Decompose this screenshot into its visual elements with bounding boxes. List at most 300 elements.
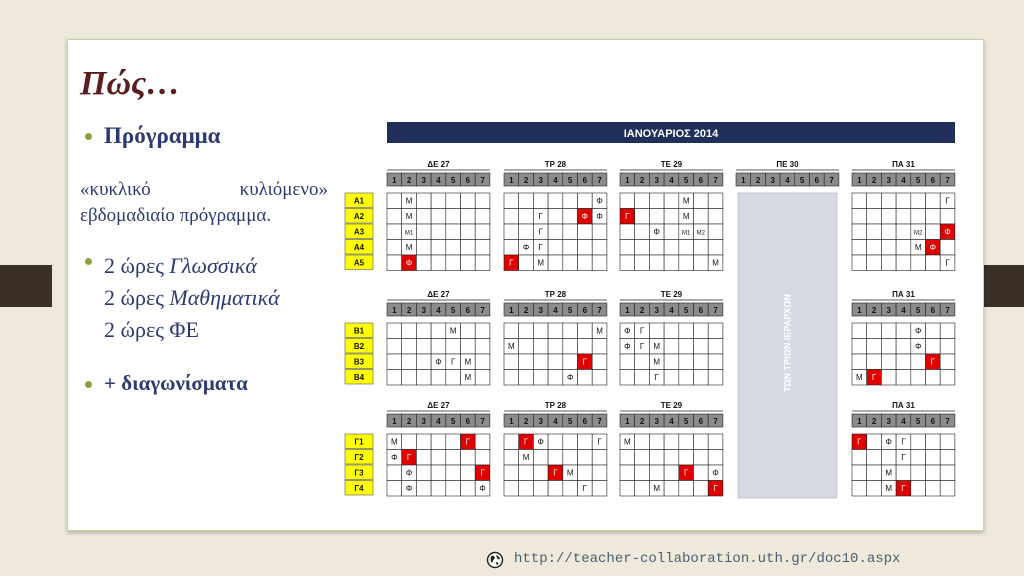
schedule-cell [649, 193, 664, 209]
schedule-cell [679, 323, 694, 339]
schedule-cell [708, 193, 723, 209]
hour-label: 2 [406, 417, 412, 426]
schedule-cell [461, 450, 476, 466]
hour-label: 4 [436, 176, 441, 185]
schedule-cell [578, 465, 593, 481]
schedule-cell [402, 323, 417, 339]
hour-label: 5 [450, 176, 456, 185]
schedule-cell [416, 450, 431, 466]
schedule-cell [475, 224, 490, 240]
schedule-cell-text: Μ1 [681, 230, 691, 237]
hour-label: 5 [450, 306, 456, 315]
hour-label: 4 [669, 176, 674, 185]
schedule-cell [416, 354, 431, 370]
schedule-cell [431, 450, 446, 466]
schedule-cell-text: Φ [624, 326, 631, 336]
month-title: ΙΑΝΟΥΑΡΙΟΣ 2014 [623, 128, 719, 140]
hour-label: 7 [945, 306, 950, 315]
schedule-cell [881, 240, 896, 256]
hours-1-subject: Γλωσσικά [169, 253, 257, 278]
schedule-cell [533, 339, 548, 355]
hour-label: 7 [713, 417, 718, 426]
schedule-cell [926, 323, 941, 339]
schedule-cell [694, 209, 709, 225]
program-description [80, 177, 328, 229]
hour-label: 6 [698, 176, 704, 185]
schedule-cell [519, 481, 534, 497]
hour-label: 4 [553, 306, 558, 315]
hours-2-subject: Μαθηματικά [169, 285, 280, 310]
schedule-cell [867, 465, 882, 481]
bullet-dot [85, 381, 92, 388]
schedule-cell [446, 193, 461, 209]
schedule-cell [578, 323, 593, 339]
schedule-cell-text: Μ [566, 468, 574, 478]
schedule-cell [694, 481, 709, 497]
schedule-cell [461, 224, 476, 240]
schedule-cell [679, 240, 694, 256]
schedule-cell-text: Μ [405, 243, 413, 252]
schedule-cell-text: Φ [653, 227, 660, 237]
schedule-cell [461, 240, 476, 256]
schedule-cell-text: Μ2 [913, 230, 923, 237]
schedule-cell-text: Φ [581, 212, 589, 221]
schedule-cell-text: Γ [901, 453, 906, 462]
schedule-cell [548, 339, 563, 355]
day-header: ΠΑ 31 [892, 160, 915, 169]
schedule-cell [649, 255, 664, 271]
schedule-cell [504, 481, 519, 497]
hour-label: 4 [436, 417, 441, 426]
day-header: ΤΡ 28 [544, 160, 567, 169]
schedule-cell [649, 434, 664, 450]
schedule-cell-text: Γ [450, 357, 456, 367]
schedule-cell-text: Μ1 [404, 230, 414, 237]
schedule-cell-text: Μ [653, 342, 661, 351]
schedule-cell-text: Φ [624, 342, 631, 351]
schedule-cell [592, 450, 607, 466]
schedule-cell [867, 434, 882, 450]
schedule-cell [896, 323, 911, 339]
schedule-cell-text: Φ [405, 468, 413, 478]
schedule-cell [664, 370, 679, 386]
hour-label: 4 [901, 417, 906, 426]
schedule-cell-text: Φ [914, 342, 922, 351]
schedule-cell [940, 481, 955, 497]
hour-label: 6 [930, 306, 936, 315]
hour-label: 2 [871, 176, 877, 185]
hour-label: 1 [509, 306, 514, 315]
schedule-cell [867, 224, 882, 240]
schedule-cell [431, 224, 446, 240]
schedule-cell [416, 240, 431, 256]
schedule-cell [504, 224, 519, 240]
hour-label: 5 [799, 176, 805, 185]
hour-label: 6 [814, 176, 820, 185]
schedule-cell [664, 240, 679, 256]
class-label-text: Α4 [353, 243, 365, 252]
schedule-cell [664, 224, 679, 240]
schedule-cell [592, 481, 607, 497]
schedule-cell [694, 339, 709, 355]
hour-label: 6 [930, 176, 936, 185]
schedule-cell [649, 465, 664, 481]
schedule-cell [881, 354, 896, 370]
hour-label: 6 [465, 176, 471, 185]
schedule-cell-text: Γ [509, 258, 514, 268]
schedule-cell [926, 450, 941, 466]
schedule-cell [533, 354, 548, 370]
class-label-text: Β4 [353, 373, 365, 382]
schedule-cell-text: Γ [639, 342, 645, 351]
hour-label: 6 [930, 417, 936, 426]
schedule-cell-text: Μ [682, 212, 690, 221]
schedule-cell [504, 354, 519, 370]
schedule-cell [940, 370, 955, 386]
schedule-cell [592, 370, 607, 386]
hour-label: 5 [567, 306, 573, 315]
schedule-cell [416, 370, 431, 386]
schedule-cell [548, 370, 563, 386]
hour-label: 1 [625, 176, 630, 185]
schedule-cell-text: Γ [523, 437, 529, 447]
class-label-text: Α3 [353, 227, 365, 237]
schedule-cell [852, 481, 867, 497]
hour-label: 5 [683, 306, 689, 315]
schedule-cell-text: Φ [596, 212, 603, 221]
schedule-cell-text: Μ [653, 357, 661, 367]
hour-label: 5 [683, 417, 689, 426]
schedule-cell [635, 255, 650, 271]
schedule-cell [504, 193, 519, 209]
schedule-cell [635, 450, 650, 466]
schedule-cell [592, 354, 607, 370]
schedule-cell [852, 224, 867, 240]
hour-label: 4 [553, 417, 558, 426]
schedule-cell [896, 193, 911, 209]
schedule-cell [649, 323, 664, 339]
schedule-cell [387, 209, 402, 225]
schedule-cell [402, 339, 417, 355]
desc-word-1: «κυκλικό [80, 179, 151, 200]
schedule-cell [649, 450, 664, 466]
schedule-cell [431, 339, 446, 355]
class-label-text: Β2 [353, 342, 365, 351]
schedule-cell [940, 323, 955, 339]
holiday-text: ΤΩΝ ΤΡΙΩΝ ΙΕΡΑΡΧΩΝ [782, 294, 793, 392]
schedule-cell [416, 224, 431, 240]
schedule-cell-text: Μ2 [696, 230, 706, 237]
hour-label: 4 [669, 306, 674, 315]
hour-label: 7 [945, 417, 950, 426]
schedule-cell [504, 370, 519, 386]
schedule-cell [708, 224, 723, 240]
hour-label: 5 [567, 417, 573, 426]
schedule-cell [592, 465, 607, 481]
schedule-cell [620, 193, 635, 209]
schedule-cell-text: Γ [857, 437, 862, 447]
schedule-cell-text: Μ [596, 326, 603, 336]
schedule-cell [940, 209, 955, 225]
schedule-cell [911, 255, 926, 271]
schedule-cell-text: Μ [885, 468, 893, 478]
schedule-cell [387, 255, 402, 271]
hour-label: 4 [553, 176, 558, 185]
schedule-cell [446, 224, 461, 240]
schedule-cell [533, 370, 548, 386]
hour-label: 3 [886, 417, 891, 426]
schedule-cell [940, 465, 955, 481]
schedule-cell [416, 193, 431, 209]
schedule-cell-text: Μ [856, 373, 863, 382]
hour-label: 7 [713, 306, 718, 315]
day-header: ΠΑ 31 [892, 401, 915, 410]
schedule-cell [548, 434, 563, 450]
schedule-cell [504, 465, 519, 481]
schedule-cell [431, 370, 446, 386]
hour-label: 1 [392, 417, 397, 426]
schedule-cell-text: Γ [538, 212, 543, 221]
schedule-cell [911, 193, 926, 209]
hour-label: 7 [945, 176, 950, 185]
schedule-cell [679, 255, 694, 271]
schedule-cell [519, 339, 534, 355]
day-header: ΤΡ 28 [544, 401, 567, 410]
schedule-cell-text: Γ [582, 357, 588, 367]
schedule-cell [635, 465, 650, 481]
schedule-cell [679, 434, 694, 450]
schedule-cell [461, 465, 476, 481]
hour-label: 6 [698, 306, 704, 315]
hour-label: 2 [639, 176, 645, 185]
schedule-cell-text: Μ [464, 373, 472, 382]
hour-label: 3 [654, 176, 659, 185]
schedule-cell [548, 255, 563, 271]
schedule-cell [896, 255, 911, 271]
schedule-cell [620, 465, 635, 481]
hour-label: 4 [785, 176, 790, 185]
schedule-cell [926, 255, 941, 271]
bullet-tests: + διαγωνίσματα [104, 371, 248, 395]
schedule-cell [563, 193, 578, 209]
schedule-cell [635, 240, 650, 256]
schedule-cell [461, 323, 476, 339]
schedule-cell [881, 370, 896, 386]
schedule-cell [504, 450, 519, 466]
schedule-cell [519, 209, 534, 225]
schedule-cell [475, 339, 490, 355]
schedule-cell [867, 323, 882, 339]
schedule-cell [620, 450, 635, 466]
hour-label: 2 [523, 306, 529, 315]
hours-2-num: 2 ώρες [104, 285, 170, 310]
schedule-cell [620, 481, 635, 497]
schedule-cell [578, 450, 593, 466]
schedule-cell [694, 434, 709, 450]
hour-label: 3 [538, 306, 543, 315]
schedule-cell [911, 465, 926, 481]
hour-label: 4 [669, 417, 674, 426]
schedule-cell [896, 354, 911, 370]
schedule-cell [620, 255, 635, 271]
schedule-cell [563, 240, 578, 256]
hour-label: 7 [480, 306, 485, 315]
schedule-cell-text: Φ [405, 484, 413, 493]
schedule-cell [402, 370, 417, 386]
schedule-cell-text: Γ [553, 468, 558, 478]
schedule-cell [563, 481, 578, 497]
schedule-cell [578, 370, 593, 386]
schedule-cell [635, 224, 650, 240]
schedule-cell [940, 434, 955, 450]
schedule-cell-text: Γ [538, 227, 543, 237]
schedule-cell [896, 465, 911, 481]
bullet-dot [85, 133, 92, 140]
hour-label: 7 [597, 306, 602, 315]
hour-label: 3 [421, 176, 426, 185]
hour-label: 5 [450, 417, 456, 426]
schedule-cell-text: Γ [901, 437, 906, 447]
schedule-cell [852, 255, 867, 271]
left-edge-tab [0, 265, 52, 307]
schedule-cell [533, 465, 548, 481]
schedule-cell [940, 450, 955, 466]
schedule-cell [416, 481, 431, 497]
schedule-cell-text: Μ [653, 484, 661, 493]
schedule-cell [431, 434, 446, 450]
hour-label: 2 [523, 176, 529, 185]
schedule-cell [446, 209, 461, 225]
hour-label: 6 [465, 417, 471, 426]
schedule-cell [664, 323, 679, 339]
hour-label: 1 [509, 417, 514, 426]
schedule-cell [461, 193, 476, 209]
schedule-cell [852, 354, 867, 370]
schedule-cell [881, 323, 896, 339]
schedule-cell [926, 434, 941, 450]
schedule-cell [620, 370, 635, 386]
schedule-cell-text: Γ [871, 373, 877, 382]
schedule-cell [387, 193, 402, 209]
schedule-cell-text: Γ [480, 468, 485, 478]
hour-label: 6 [582, 176, 588, 185]
hour-label: 2 [406, 306, 412, 315]
schedule-cell [475, 240, 490, 256]
schedule-cell [475, 209, 490, 225]
schedule-cell-text: Μ [682, 196, 690, 206]
hour-label: 1 [392, 176, 397, 185]
schedule-cell [475, 370, 490, 386]
schedule-cell [867, 481, 882, 497]
schedule-cell-text: Μ [537, 258, 545, 268]
schedule-cell [896, 209, 911, 225]
schedule-cell [926, 481, 941, 497]
schedule-cell [475, 193, 490, 209]
schedule-cell [926, 370, 941, 386]
class-label-text: Α2 [353, 212, 365, 221]
schedule-cell [708, 434, 723, 450]
hour-label: 1 [741, 176, 746, 185]
schedule-cell [852, 209, 867, 225]
schedule-cell [911, 450, 926, 466]
schedule-cell [911, 209, 926, 225]
schedule-cell [635, 481, 650, 497]
schedule-cell-text: Μ [405, 212, 413, 221]
schedule-cell [926, 193, 941, 209]
schedule-cell [881, 255, 896, 271]
hour-label: 7 [713, 176, 718, 185]
hour-label: 7 [829, 176, 834, 185]
hour-label: 5 [915, 417, 921, 426]
schedule-cell [504, 209, 519, 225]
class-label-text: Γ3 [354, 468, 364, 478]
class-label-text: Γ2 [354, 453, 364, 462]
hour-label: 2 [639, 306, 645, 315]
schedule-cell [620, 240, 635, 256]
schedule-cell-text: Γ [406, 453, 412, 462]
schedule-cell [431, 323, 446, 339]
schedule-cell [402, 434, 417, 450]
schedule-cell [694, 240, 709, 256]
hour-label: 1 [509, 176, 514, 185]
schedule-cell-text: Φ [596, 196, 603, 206]
schedule-cell [911, 481, 926, 497]
schedule-cell [416, 323, 431, 339]
hour-label: 2 [871, 306, 877, 315]
schedule-cell [940, 240, 955, 256]
schedule-cell [926, 339, 941, 355]
schedule-cell [519, 255, 534, 271]
schedule-cell [708, 450, 723, 466]
schedule-cell [504, 323, 519, 339]
weekly-schedule-table [340, 112, 960, 502]
schedule-cell [504, 434, 519, 450]
hour-label: 3 [421, 306, 426, 315]
schedule-cell [387, 240, 402, 256]
schedule-cell [635, 209, 650, 225]
class-label-text: Β3 [353, 357, 365, 367]
schedule-cell [867, 339, 882, 355]
schedule-cell [416, 255, 431, 271]
hour-label: 7 [480, 176, 485, 185]
schedule-cell [416, 209, 431, 225]
source-url[interactable]: http://teacher-collaboration.uth.gr/doc10.aspx [514, 551, 901, 567]
schedule-cell [387, 224, 402, 240]
schedule-cell-text: Μ [508, 342, 515, 351]
schedule-cell [867, 255, 882, 271]
schedule-cell [911, 434, 926, 450]
schedule-cell [649, 240, 664, 256]
schedule-cell [416, 434, 431, 450]
schedule-cell [563, 354, 578, 370]
schedule-cell [519, 323, 534, 339]
bullet-dot [85, 258, 92, 265]
schedule-cell [664, 434, 679, 450]
class-label-text: Α5 [353, 258, 365, 268]
schedule-cell [708, 240, 723, 256]
schedule-cell-text: Γ [945, 258, 950, 268]
schedule-cell [694, 255, 709, 271]
schedule-cell [431, 481, 446, 497]
hour-label: 5 [915, 176, 921, 185]
schedule-cell [475, 450, 490, 466]
hour-label: 1 [857, 417, 862, 426]
schedule-cell [852, 193, 867, 209]
class-label-text: Γ4 [354, 484, 364, 493]
schedule-cell-text: Γ [625, 212, 630, 221]
schedule-cell [461, 255, 476, 271]
schedule-cell [578, 240, 593, 256]
